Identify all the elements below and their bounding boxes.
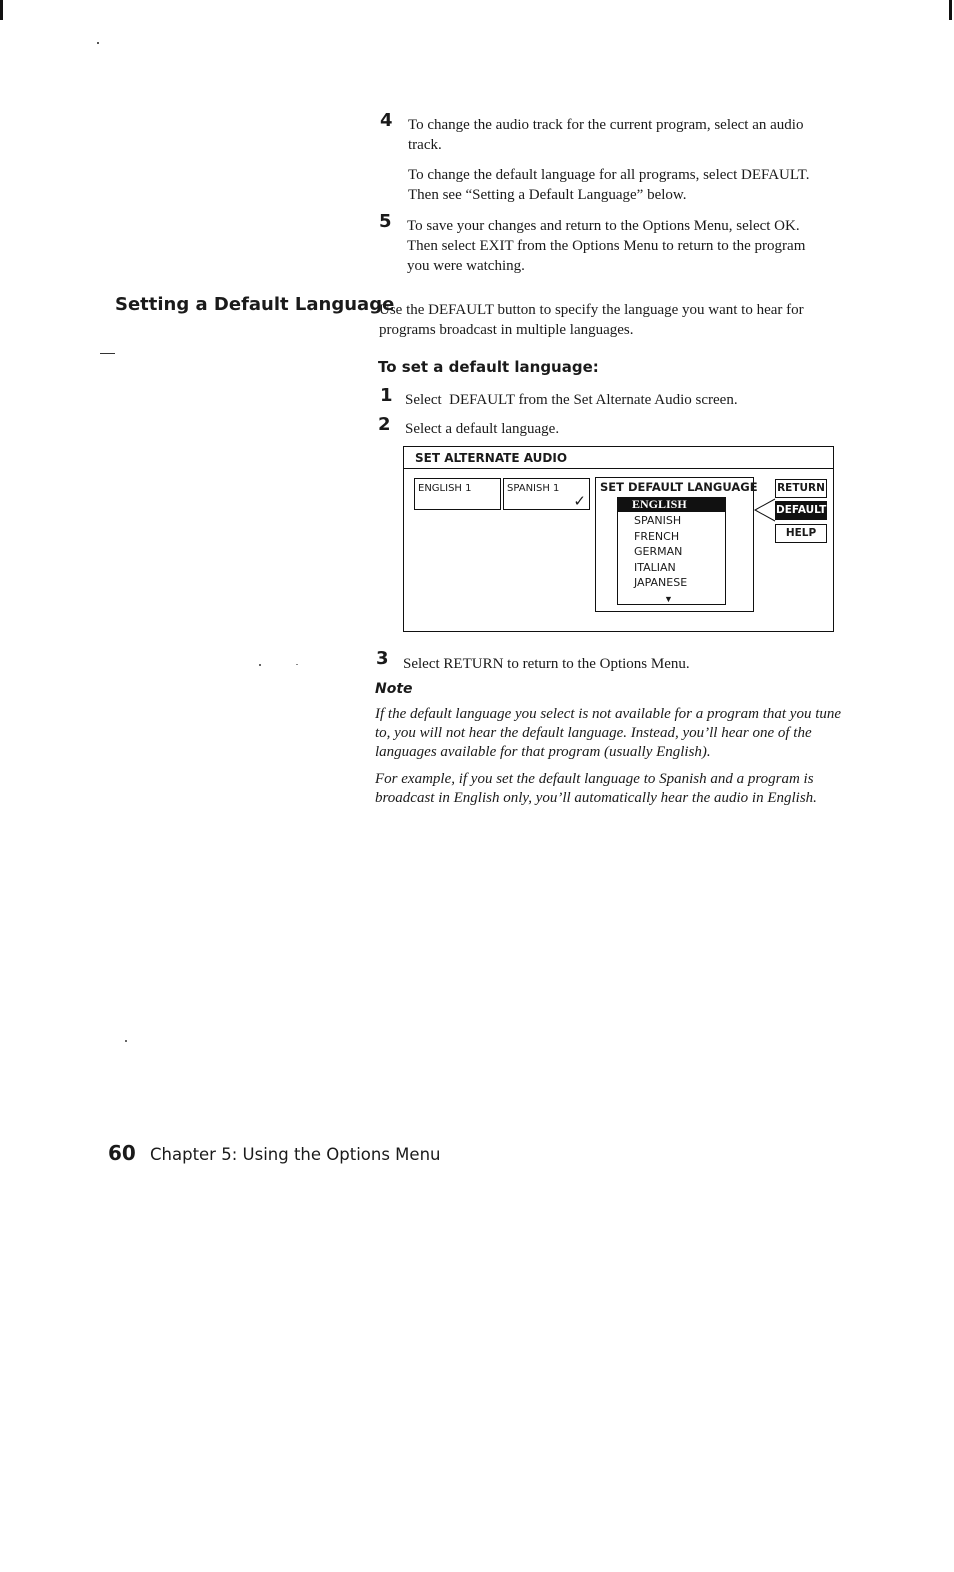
set-alternate-audio-screen [403, 446, 834, 632]
step-line: To change the audio track for the current program, select an audio [408, 117, 804, 133]
language-option[interactable]: JAPANESE [634, 576, 688, 589]
margin-dash [100, 353, 115, 354]
step-number: 1 [380, 385, 393, 406]
step-number: 2 [378, 414, 391, 435]
default-button[interactable]: DEFAULT [775, 501, 827, 520]
step-line: you were watching. [407, 258, 525, 274]
step-line: To save your changes and return to the Options Menu, select OK. [407, 218, 800, 234]
language-option[interactable]: SPANISH [634, 514, 682, 527]
step-text [408, 115, 868, 155]
step-line: To change the default language for all programs, select DEFAULT. [408, 167, 810, 183]
audio-track-spanish[interactable] [503, 478, 590, 510]
note-line: broadcast in English only, you’ll automatically hear the audio in English. [375, 790, 817, 806]
audio-track-english[interactable] [414, 478, 501, 510]
step-number: 5 [379, 211, 392, 232]
track-label: SPANISH 1 [507, 483, 560, 494]
note-line: languages available for that program (usually English). [375, 744, 711, 760]
intro-line: Use the DEFAULT button to specify the language you want to hear for [379, 302, 804, 318]
callout-pointer [753, 497, 777, 523]
scroll-down-icon[interactable]: ▼ [664, 594, 673, 604]
step-number: 4 [380, 110, 393, 131]
step-text: Select DEFAULT from the Set Alternate Audio screen. [405, 392, 738, 408]
language-option[interactable]: ITALIAN [634, 560, 676, 574]
note-line: For example, if you set the default language to Spanish and a program is [375, 771, 814, 787]
set-default-language-panel [595, 477, 758, 612]
step-text [408, 165, 868, 205]
language-option[interactable]: GERMAN [634, 545, 683, 558]
scan-speck [296, 664, 298, 665]
checkmark-icon: ✓ [573, 492, 586, 510]
note-line: to, you will not hear the default language. Instead, you’ll hear one of the [375, 725, 812, 741]
section-intro [379, 300, 859, 340]
note-paragraph [375, 705, 865, 762]
step-line: Then select EXIT from the Options Menu to return to the program [407, 238, 806, 254]
step-text: Select RETURN to return to the Options Menu. [403, 656, 690, 672]
screen-title: SET ALTERNATE AUDIO [404, 447, 833, 469]
step-line: Then see “Setting a Default Language” below. [408, 187, 687, 203]
track-label: ENGLISH 1 [418, 483, 472, 494]
note-heading: Note [375, 681, 413, 697]
note-paragraph [375, 770, 865, 808]
scan-edge-mark-right [949, 0, 952, 20]
step-text: Select a default language. [405, 421, 560, 437]
scan-speck [125, 1040, 127, 1042]
language-panel-title: SET DEFAULT LANGUAGE [600, 480, 758, 494]
return-button[interactable]: RETURN [775, 479, 827, 498]
scan-edge-mark-left [0, 0, 3, 20]
step-text [407, 216, 867, 276]
step-number: 3 [376, 648, 389, 669]
step-line: track. [408, 137, 442, 153]
intro-line: programs broadcast in multiple languages. [379, 322, 634, 338]
language-option-selected[interactable] [618, 497, 726, 512]
chapter-title: Chapter 5: Using the Options Menu [150, 1145, 441, 1164]
language-list [617, 497, 726, 605]
page-number: 60 [108, 1141, 136, 1165]
language-option-label: ENGLISH [632, 497, 687, 511]
scan-speck [97, 42, 99, 44]
procedure-heading: To set a default language: [378, 358, 599, 376]
language-option[interactable]: FRENCH [634, 529, 680, 543]
note-line: If the default language you select is not available for a program that you tune [375, 706, 842, 722]
help-button[interactable]: HELP [775, 524, 827, 543]
scan-speck [259, 664, 261, 666]
section-heading: Setting a Default Language [115, 294, 395, 315]
